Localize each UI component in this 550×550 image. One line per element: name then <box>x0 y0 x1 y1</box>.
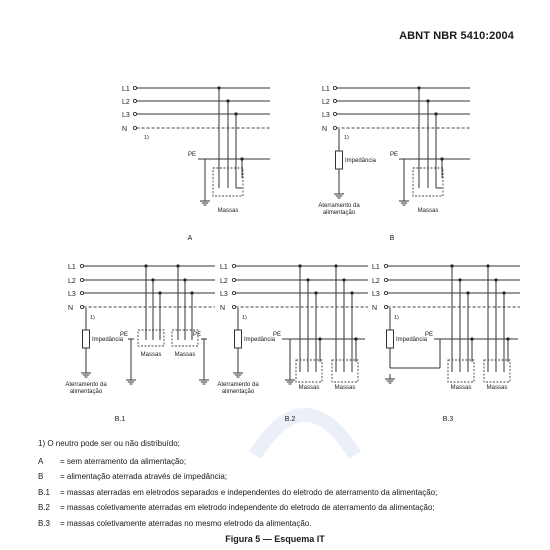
scheme-label-a: A <box>187 235 193 242</box>
legend-key: B.1 <box>38 487 51 497</box>
conductor-label-l3: L3 <box>220 291 228 298</box>
junction-dot <box>470 337 473 340</box>
terminal <box>384 305 387 308</box>
grounding-label: alimentação <box>322 210 356 216</box>
terminal <box>232 264 235 267</box>
legend-key: A <box>38 456 44 466</box>
scheme-b2 <box>217 264 368 423</box>
pe-label: PE <box>390 152 399 158</box>
grounding-label: alimentação <box>221 389 255 395</box>
terminal <box>384 264 387 267</box>
ground-symbol-icon <box>285 375 295 384</box>
legend-item-a <box>38 454 518 470</box>
masses-label: Massas <box>298 385 320 391</box>
pe-label: PE <box>120 332 129 338</box>
conductor-label-l3: L3 <box>122 112 130 119</box>
scheme-label-b: B <box>389 235 395 242</box>
scheme-b1 <box>65 264 215 423</box>
conductor-label-n: N <box>122 126 128 133</box>
ground-symbol-icon <box>385 374 395 383</box>
standard-header: ABNT NBR 5410:2004 <box>399 30 514 42</box>
terminal <box>232 305 235 308</box>
grounding-label: Aterramento da <box>217 382 259 388</box>
grounding-label: Aterramento da <box>65 382 107 388</box>
terminal <box>80 291 83 294</box>
junction-dot <box>240 157 243 160</box>
neutral-note: 1) <box>344 135 349 141</box>
junction-dot <box>318 337 321 340</box>
legend-item-b2 <box>38 500 518 516</box>
figure-caption: Figura 5 — Esquema IT <box>225 534 325 544</box>
conductor-label-l2: L2 <box>68 278 76 285</box>
pe-label: PE <box>425 332 434 338</box>
scheme-b3 <box>372 264 520 423</box>
conductor-label-l2: L2 <box>372 278 380 285</box>
terminal <box>384 291 387 294</box>
scheme-b <box>318 86 470 242</box>
legend-key: B.2 <box>38 503 51 513</box>
masses-label: Massas <box>217 208 239 214</box>
neutral-note: 1) <box>394 315 399 321</box>
grounding-label: alimentação <box>69 389 103 395</box>
ground-symbol-icon <box>81 368 91 377</box>
scheme-a <box>122 86 270 242</box>
impedance-resistor <box>387 330 394 348</box>
masses-label: Massas <box>140 352 162 358</box>
conductor-label-l1: L1 <box>372 264 380 271</box>
legend-text: = massas coletivamente aterradas em eletrodo independente do eletrodo de aterramento da alimentação; <box>60 503 435 513</box>
terminal <box>80 278 83 281</box>
impedance-resistor <box>83 330 90 348</box>
terminal <box>133 99 136 102</box>
conductor-label-l1: L1 <box>220 264 228 271</box>
legend-item-b <box>38 469 518 485</box>
neutral-note: 1) <box>90 315 95 321</box>
masses-label: Massas <box>417 208 439 214</box>
conductor-label-n: N <box>372 305 378 312</box>
conductor-label-l1: L1 <box>322 86 330 93</box>
legend-note: 1) O neutro pode ser ou não distribuído; <box>38 439 180 448</box>
ground-symbol-icon <box>334 189 344 198</box>
conductor-label-l3: L3 <box>372 291 380 298</box>
junction-dot <box>440 157 443 160</box>
conductor-label-l1: L1 <box>122 86 130 93</box>
grounding-label: Aterramento da <box>318 203 360 209</box>
ground-symbol-icon <box>200 196 210 205</box>
pe-label: PE <box>273 332 282 338</box>
impedance-resistor <box>235 330 242 348</box>
scheme-label-b2: B.2 <box>284 416 296 423</box>
neutral-note: 1) <box>144 135 149 141</box>
terminal <box>333 112 336 115</box>
conductor-label-l2: L2 <box>322 99 330 106</box>
neutral-note: 1) <box>242 315 247 321</box>
pe-label: PE <box>193 332 202 338</box>
legend-text: = alimentação aterrada através de impedância; <box>60 472 227 482</box>
ground-symbol-icon <box>126 375 136 384</box>
conductor-label-n: N <box>220 305 226 312</box>
impedance-label: Impedância <box>92 337 124 343</box>
masses-label: Massas <box>174 352 196 358</box>
conductor-label-l2: L2 <box>220 278 228 285</box>
conductor-label-l2: L2 <box>122 99 130 106</box>
masses-label: Massas <box>334 385 356 391</box>
terminal <box>80 264 83 267</box>
conductor-label-n: N <box>322 126 328 133</box>
masses-label: Massas <box>450 385 472 391</box>
terminal <box>333 99 336 102</box>
ground-symbol-icon <box>233 368 243 377</box>
terminal <box>333 86 336 89</box>
terminal <box>384 278 387 281</box>
conductor-label-l3: L3 <box>68 291 76 298</box>
legend-text: = sem aterramento da alimentação; <box>60 456 187 466</box>
masses-label: Massas <box>486 385 508 391</box>
legend-key: B.3 <box>38 518 51 528</box>
impedance-label: Impedância <box>345 158 377 164</box>
ground-symbol-icon <box>199 375 209 384</box>
terminal <box>133 126 136 129</box>
terminal <box>232 291 235 294</box>
terminal <box>80 305 83 308</box>
terminal <box>333 126 336 129</box>
pe-label: PE <box>188 152 197 158</box>
legend-text: = massas aterradas em eletrodos separados e independentes do eletrodo de aterramento da alimentação; <box>60 487 438 497</box>
terminal <box>232 278 235 281</box>
conductor-label-n: N <box>68 305 74 312</box>
scheme-label-b3: B.3 <box>442 416 454 423</box>
junction-dot <box>354 337 357 340</box>
terminal <box>133 112 136 115</box>
impedance-label: Impedância <box>244 337 276 343</box>
legend-text: = massas coletivamente aterradas no mesmo eletrodo da alimentação. <box>60 518 312 528</box>
legend-key: B <box>38 472 44 482</box>
conductor-label-l3: L3 <box>322 112 330 119</box>
legend-item-b1 <box>38 485 518 501</box>
ground-symbol-icon <box>399 196 409 205</box>
legend <box>38 436 518 532</box>
junction-dot <box>506 337 509 340</box>
terminal <box>133 86 136 89</box>
scheme-label-b1: B.1 <box>114 416 126 423</box>
conductor-label-l1: L1 <box>68 264 76 271</box>
legend-item-b3 <box>38 516 518 532</box>
impedance-resistor <box>336 151 343 169</box>
impedance-label: Impedância <box>396 337 428 343</box>
